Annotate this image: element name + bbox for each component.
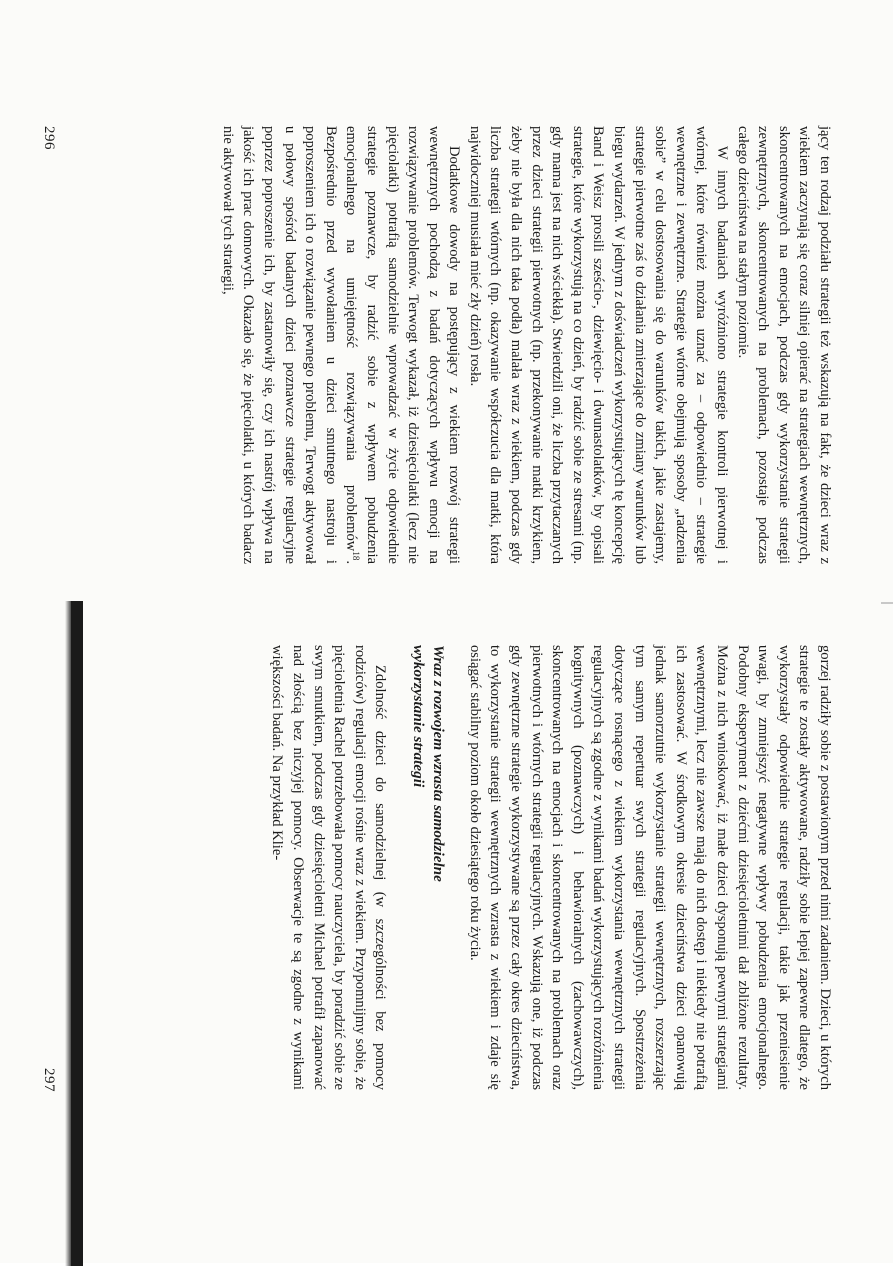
paragraph: W innych badaniach wyróżniono strategie kontroli pierwotnej i wtórnej, które również można uznać za – odpowiednio – strategie wewnętrzne i zewnętrzne. Strategie wtórne obejmują sposoby „radzenia sobie” w celu dostosowania się do warunków takich, jakie zastajemy, strategie pierwotne zaś to działania zmierzające do zmiany warunków lub biegu wydarzeń. W jednym z doświadczeń wykorzystujących tę koncepcję Band i Weisz prosili sześcio-, dziewięcio- i dwunastolatków, by opisali strategie, które wykorzystują na co dzień, by radzić sobie ze stresami (np. gdy mama jest na nich wściekła). Stwierdzili oni, że liczba przytaczanych przez dzieci strategii pierwotnych (np. przekonywanie matki krzykiem, żeby nie była dla nich taka podła) malała wraz z wiekiem, podczas gdy liczba strategii wtórnych (np. okazywanie współczucia dla matki, która najwidoczniej musiała mieć zły dzień) rosła. xyxy=(466,126,731,564)
paragraph-text-tail: . Bezpośrednio przed wywołaniem u dzieci smutnego nastroju i poproszeniem ich o rozwiązanie pewnego problemu, Terwogt aktywował u połowy spośród badanych dzieci poznawcze strategie regulacyjne poprzez poproszenie ich, by zastanowiły się, czy ich nastrój wpływa na jakość ich prac domowych. Okazało się, że pięciolatki, u których badacz nie aktywował tych strategii, xyxy=(219,126,360,564)
gutter-shadow-band xyxy=(71,601,83,1266)
left-text-column xyxy=(217,126,835,564)
section-heading-line: wykorzystanie strategii xyxy=(410,645,428,788)
paragraph: Zdolność dzieci do samodzielnej (w szczególności bez pomocy rodziców) regulacji emocji rośnie wraz z wiekiem. Przypomnijmy sobie, że pięcioletnia Rachel potrzebowała pomocy nauczyciela, by poradzić sobie ze swym smutkiem, podczas gdy dziesięcioletni Michael potrafił zapanować nad złością bez niczyjej pomocy. Obserwacje te są zgodne z wynikami większości badań. Na przykład Klie- xyxy=(269,645,389,1090)
spine-line xyxy=(881,602,893,604)
footnote-ref: 18 xyxy=(351,551,362,561)
section-heading-line: Wraz z rozwojem wzrasta samodzielne xyxy=(430,645,448,882)
right-page xyxy=(0,630,893,1263)
left-page xyxy=(0,0,893,630)
paragraph-text: Dodatkowe dowody na postępujący z wiekiem rozwój strategii wewnętrznych pochodzą z badań dotyczących wpływu emocji na rozwiązywanie problemów. Terwogt wykazał, iż dziesięciolatki (lecz nie pięciolatki) potrafią samodzielnie wprowadzać w życie odpowiednie strategie poznawcze, by radzić sobie z wpływem pobudzenia emocjonalnego na umiejętność rozwiązywania problemów xyxy=(343,126,463,564)
gutter-shadow-fade xyxy=(65,601,71,1266)
section-heading xyxy=(408,645,448,1090)
paragraph: jący ten rodzaj podziału strategii też wskazują na fakt, że dzieci wraz z wiekiem zaczynają się coraz silniej opierać na strategiach wewnętrznych, skoncentrowanych na emocjach, podczas gdy wykorzystanie strategii zewnętrznych, skoncentrowanych na problemach, pozostaje podczas całego dzieciństwa na stałym poziomie. xyxy=(734,126,833,564)
page-number: 296 xyxy=(41,126,57,150)
right-text-column xyxy=(267,645,835,1090)
paragraph xyxy=(217,126,464,564)
page-number: 297 xyxy=(41,1068,57,1092)
paragraph: gorzej radziły sobie z postawionym przed nimi zadaniem. Dzieci, u których strategie te zostały aktywowane, radziły sobie lepiej zapewne dlatego, że wykorzystały odpowiednie strategie regulacji, takie jak przeniesienie uwagi, by zmniejszyć negatywne wpływy pobudzenia emocjonalnego. Podobny eksperyment z dziećmi dziesięcioletnimi dał zbliżone rezultaty. Można z nich wnioskować, iż małe dzieci dysponują pewnymi strategiami wewnętrznymi, lecz nie zawsze mają do nich dostęp i niekiedy nie potrafią ich zastosować. W środkowym okresie dzieciństwa dzieci opanowują jednak samorzutnie wykorzystanie strategii wewnętrznych, rozszerzając tym samym repertuar swych strategii regulacyjnych. Spostrzeżenia dotyczące rosnącego z wiekiem wykorzystania wewnętrznych strategii regulacyjnych są zgodne z wynikami badań wykorzystujących rozróżnienia kognitywnych (poznawczych) i behawioralnych (zachowawczych), skoncentrowanych na emocjach i skoncentrowanych na problemach oraz pierwotnych i wtórnych strategii regulacyjnych. Wskazują one, iż podczas gdy zewnętrzne strategie wykorzystywane są przez cały okres dzieciństwa, to wykorzystanie strategii wewnętrznych wzrasta z wiekiem i zdaje się osiągać stabilny poziom około dziesiątego roku życia. xyxy=(466,645,833,1090)
